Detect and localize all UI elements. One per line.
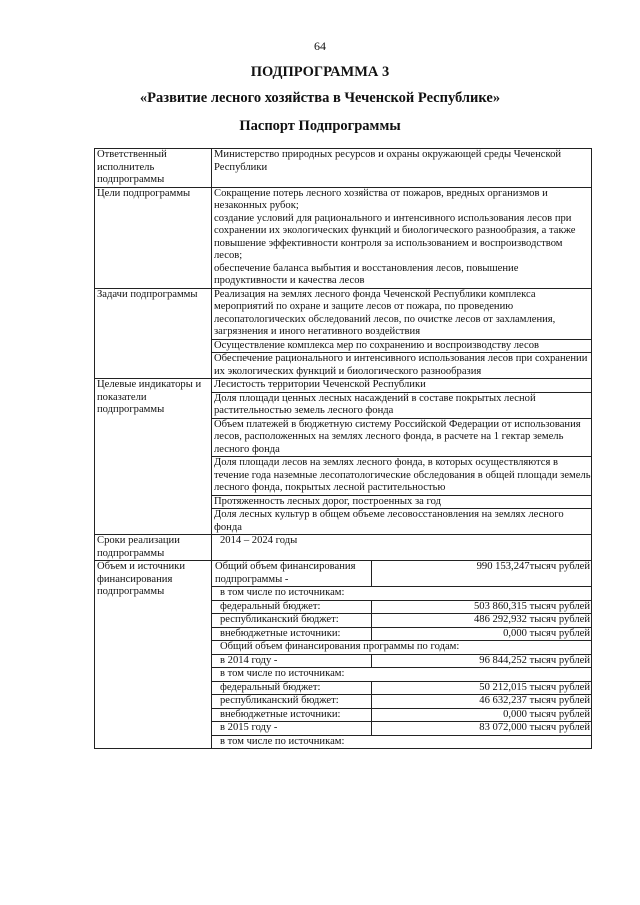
goal-item: создание условий для рационального и интенсивного использования лесов при сохранении их экологических функций и биологического разнообразия, а также повышение эффективности контроля за использованием и воспроизводством лесов;	[214, 212, 576, 261]
passport-table	[94, 148, 592, 749]
page-number: 64	[314, 39, 326, 53]
funding-republic-label: республиканский бюджет:	[212, 695, 372, 709]
passport-title: Паспорт Подпрограммы	[239, 118, 401, 134]
terms-value: 2014 – 2024 годы	[212, 535, 592, 561]
funding-sources-header: в том числе по источникам:	[212, 668, 591, 682]
funding-extra-value: 0,000 тысяч рублей	[372, 627, 592, 641]
indicator-item: Доля площади лесов на землях лесного фонда, в которых осуществляются в течение года наземные лесопатологические обследования в общей площади земель лесного фонда, покрытых лесной растительностью	[214, 457, 591, 493]
responsible-label: Ответственный исполнитель подпрограммы	[95, 149, 212, 188]
row-goals	[95, 187, 592, 288]
goals-value	[212, 187, 592, 288]
task-item: Осуществление комплекса мер по сохранению и воспроизводству лесов	[212, 339, 591, 353]
funding-sources-header: в том числе по источникам:	[220, 735, 345, 747]
terms-label: Сроки реализации подпрограммы	[95, 535, 212, 561]
tasks-label: Задачи подпрограммы	[95, 288, 212, 379]
funding-total-value: 990 153,247тысяч рублей	[372, 561, 592, 587]
funding-federal-label: федеральный бюджет:	[212, 681, 372, 695]
row-terms	[95, 535, 592, 561]
goal-item: Сокращение потерь лесного хозяйства от пожаров, вредных организмов и незаконных рубок;	[214, 187, 548, 211]
funding-2014-label: в 2014 году -	[212, 654, 372, 668]
funding-extra-label: внебюджетные источники:	[212, 708, 372, 722]
indicator-item: Протяженность лесных дорог, построенных за год	[212, 495, 591, 509]
indicator-item: Объем платежей в бюджетную систему Российской Федерации от использования лесов, расположенных на землях лесного фонда, в расчете на 1 гектар земель лесного фонда	[212, 418, 591, 457]
funding-2015-label: в 2015 году -	[212, 722, 372, 736]
row-indicators	[95, 379, 592, 535]
funding-federal-label: федеральный бюджет:	[212, 600, 372, 614]
funding-label: Объем и источники финансирования подпрограммы	[95, 561, 212, 749]
funding-sources-header: в том числе по источникам:	[212, 587, 591, 601]
funding-federal-value: 50 212,015 тысяч рублей	[372, 681, 592, 695]
responsible-value: Министерство природных ресурсов и охраны окружающей среды Чеченской Республики	[212, 149, 592, 188]
funding-table	[212, 561, 591, 748]
funding-republic-label: республиканский бюджет:	[212, 614, 372, 628]
funding-value	[212, 561, 592, 749]
row-funding	[95, 561, 592, 749]
indicators-label: Целевые индикаторы и показатели подпрограммы	[95, 379, 212, 535]
indicator-item: Доля площади ценных лесных насаждений в составе покрытых лесной растительностью земель лесного фонда	[212, 392, 591, 418]
task-item: Обеспечение рационального и интенсивного использования лесов при сохранении их экологических функций и биологического разнообразия	[214, 353, 588, 377]
subprogram-subtitle: «Развитие лесного хозяйства в Чеченской Республике»	[139, 90, 501, 106]
funding-extra-label: внебюджетные источники:	[212, 627, 372, 641]
goals-label: Цели подпрограммы	[95, 187, 212, 288]
funding-total-label: Общий объем финансирования подпрограммы -	[212, 561, 372, 587]
funding-republic-value: 46 632,237 тысяч рублей	[372, 695, 592, 709]
indicators-value	[212, 379, 592, 535]
funding-2015-value: 83 072,000 тысяч рублей	[372, 722, 592, 736]
task-item: Реализация на землях лесного фонда Чеченской Республики комплекса мероприятий по охране и защите лесов от пожара, по проведению лесопатологических обследований лесов, по очистке лесов от захламления, загрязнения и иного негативного воздействия	[212, 289, 591, 340]
funding-republic-value: 486 292,932 тысяч рублей	[372, 614, 592, 628]
funding-2014-value: 96 844,252 тысяч рублей	[372, 654, 592, 668]
funding-by-years-header: Общий объем финансирования программы по годам:	[212, 641, 591, 655]
row-responsible	[95, 149, 592, 188]
goal-item: обеспечение баланса выбытия и восстановления лесов, повышение продуктивности и качества лесов	[214, 262, 519, 286]
row-tasks	[95, 288, 592, 379]
indicator-item: Доля лесных культур в общем объеме лесовосстановления на землях лесного фонда	[214, 509, 564, 533]
subprogram-heading: ПОДПРОГРАММА 3	[250, 64, 390, 80]
indicator-item: Лесистость территории Чеченской Республики	[212, 379, 591, 392]
funding-extra-value: 0,000 тысяч рублей	[372, 708, 592, 722]
funding-federal-value: 503 860,315 тысяч рублей	[372, 600, 592, 614]
tasks-value	[212, 288, 592, 379]
